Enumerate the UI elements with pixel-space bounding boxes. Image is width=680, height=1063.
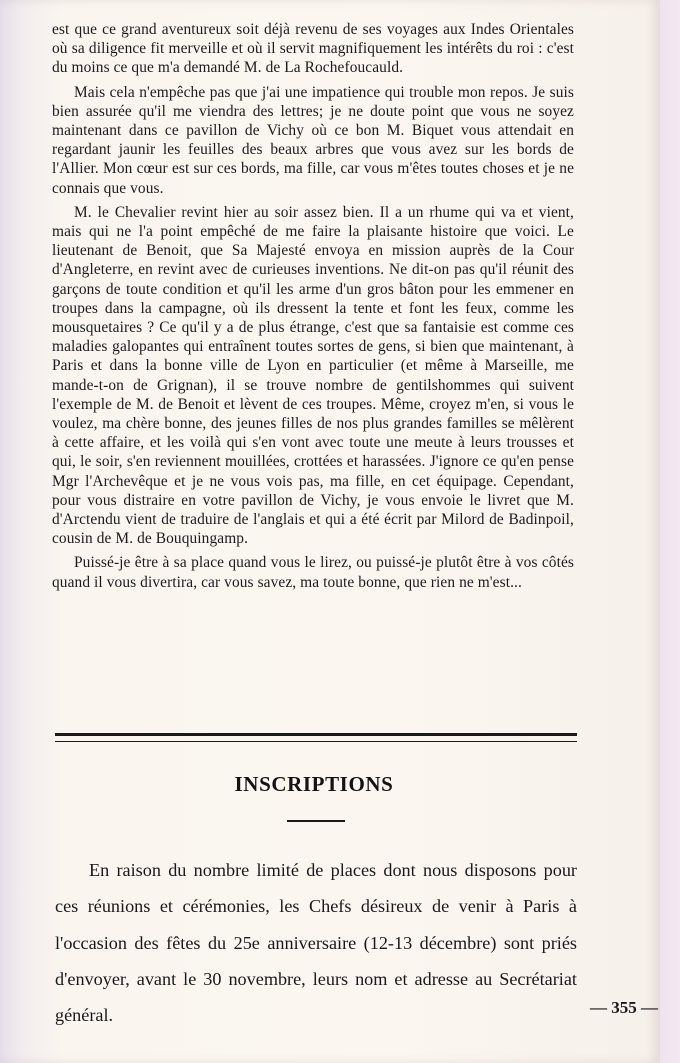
title-underline — [287, 820, 345, 822]
letter-paragraph-3: M. le Chevalier revint hier au soir assez bien. Il a un rhume qui va et vient, mais qui ne l'a point empêché de me faire la plaisante histoire que voici. Le lieutenant de Benoit, que Sa Majesté envoya en mission auprès de la Cour d'Angleterre, en revint avec de curieuses inventions. Ne dit-on pas qu'il réunit des garçons de toute condition et qu'il les arme d'un gros bâton pour les emmener en troupes dans la campagne, où ils dressent la tente et font les feux, comme les mousquetaires ? Ce qu'il y a de plus étrange, c'est que sa fantaisie est comme ces maladies galopantes qui entraînent toutes sortes de gens, si bien que maintenant, à Paris et dans la bonne ville de Lyon en particulier (et même à Marseille, me mande-t-on de Grignan), il se trouve nombre de gentilshommes qui suivent l'exemple de M. de Benoit et lèvent de ces troupes. Même, croyez m'en, si vous le voulez, ma chère bonne, des jeunes filles de nos plus grandes familles se mêlèrent à cette affaire, et les voilà qui s'en vont avec toute une meute à leurs trousses et qui, le soir, s'en reviennent mouillées, crottées et harassées. J'ignore ce qu'en pense Mgr l'Archevêque et je ne vous vois pas, ma fille, en cet équipage. Cependant, pour vous distraire en votre pavillon de Vichy, je vous envoie le livret que M. d'Arctendu vient de traduire de l'anglais et qui a été écrit par Milord de Badinpoil, cousin de M. de Bouquingamp. — [52, 203, 574, 548]
page-edge — [660, 0, 680, 1063]
letter-paragraph-2: Mais cela n'empêche pas que j'ai une impatience qui trouble mon repos. Je suis bien assurée qu'il me viendra des lettres; je ne doute point que vous ne soyez maintenant dans ce pavillon de Vichy où ce bon M. Biquet vous attendait en regardant jaunir les feuilles des beaux arbres que vous avez sur les bords de l'Allier. Mon cœur est sur ces bords, ma fille, car vous m'êtes toutes choses et je ne connais que vous. — [52, 83, 574, 197]
page-number: — 355 — — [590, 998, 658, 1017]
inscriptions-notice: En raison du nombre limité de places dont nous disposons pour ces réunions et cérémonies, les Chefs désireux de venir à Paris à l'occasion des fêtes du 25e anniversaire (12-13 décembre) sont priés d'envoyer, avant le 30 novembre, leurs nom et adresse au Secrétariat général. — [55, 860, 577, 1026]
letter-paragraph-4: Puissé-je être à sa place quand vous le lirez, ou puissé-je plutôt être à vos côtés quand il vous divertira, car vous savez, ma toute bonne, que rien ne m'est... — [52, 554, 574, 591]
letter-text — [52, 20, 574, 597]
section-title: INSCRIPTIONS — [234, 772, 394, 796]
section-divider — [55, 733, 577, 742]
letter-paragraph-1: est que ce grand aventureux soit déjà revenu de ses voyages aux Indes Orientales où sa diligence fit merveille et où il servit magnifiquement les intérêts du roi : c'est du moins ce que m'a demandé M. de La Rochefoucauld. — [52, 21, 574, 77]
